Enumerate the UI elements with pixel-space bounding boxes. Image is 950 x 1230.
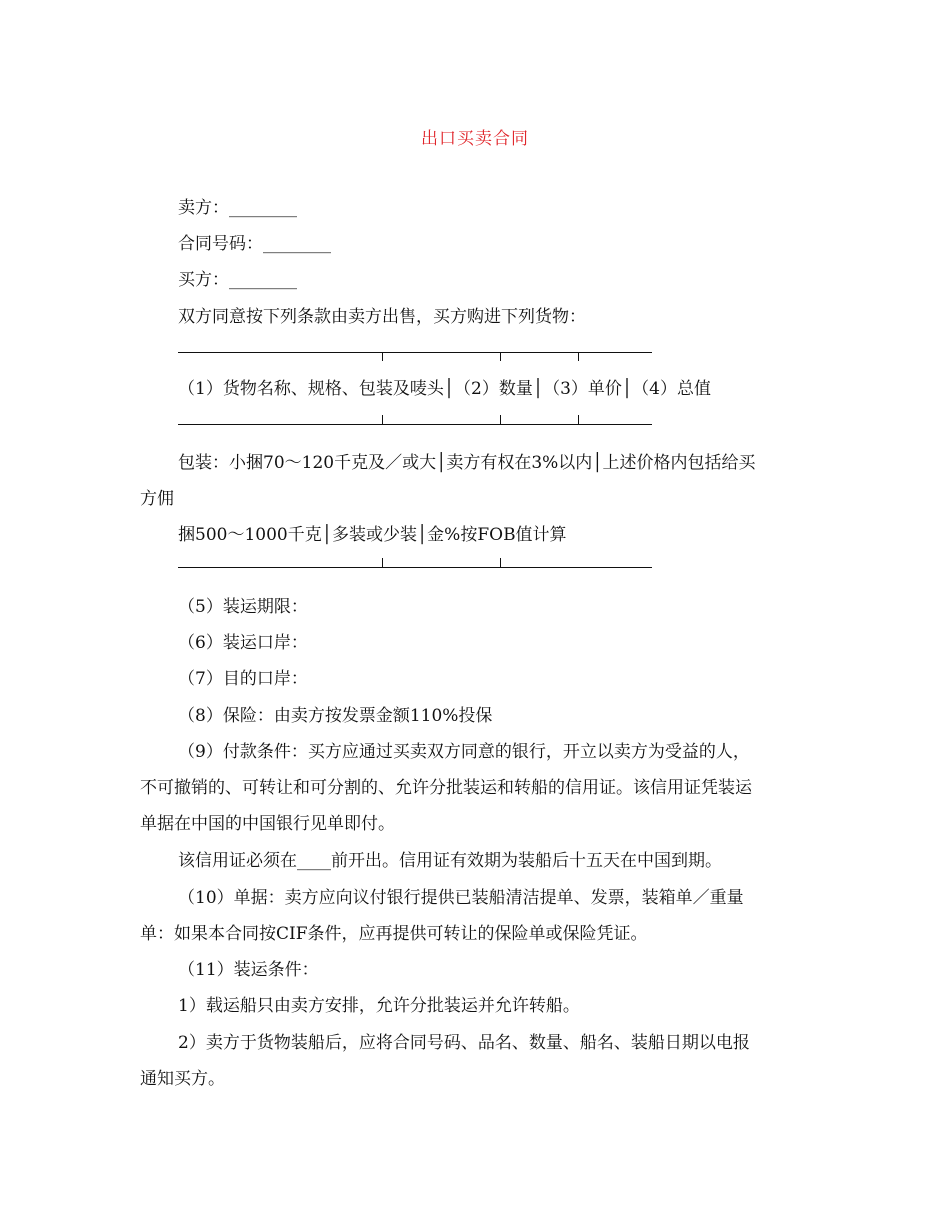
page-title: 出口买卖合同: [421, 129, 529, 149]
shipping-condition-1: 1）载运船只由卖方安排，允许分批装运并允许转船。: [178, 996, 580, 1016]
intro-line: 双方同意按下列条款由卖方出售，买方购进下列货物：: [178, 307, 586, 327]
clause-5: （5）装运期限：: [178, 597, 308, 617]
seller-line: 卖方：________: [178, 198, 297, 218]
letter-of-credit-line: 该信用证必须在____前开出。信用证有效期为装船后十五天在中国到期。: [178, 851, 722, 871]
table-rule-top: [178, 346, 652, 356]
clause-9-line-2: 不可撤销的、可转让和可分割的、允许分批装运和转船的信用证。该信用证凭装运: [140, 778, 752, 798]
clause-8: （8）保险：由卖方按发票金额110%投保: [178, 706, 493, 726]
packing-line-1: 包装：小捆70～120千克及／或大│卖方有权在3%以内│上述价格内包括给买: [178, 453, 756, 473]
clause-9-line-1: （9）付款条件：买方应通过买卖双方同意的银行，开立以卖方为受益的人，: [178, 742, 750, 762]
shipping-condition-2-line-2: 通知买方。: [140, 1069, 225, 1089]
packing-line-2: 捆500～1000千克│多装或少装│金%按FOB值计算: [178, 525, 567, 545]
buyer-line: 买方：________: [178, 270, 297, 290]
clause-6: （6）装运口岸：: [178, 633, 308, 653]
clause-11: （11）装运条件：: [178, 960, 319, 980]
packing-line-1-cont: 方佣: [140, 489, 174, 509]
table-rule-bottom: [178, 561, 652, 571]
shipping-condition-2-line-1: 2）卖方于货物装船后，应将合同号码、品名、数量、船名、装船日期以电报: [178, 1033, 750, 1053]
clause-9-line-3: 单据在中国的中国银行见单即付。: [140, 814, 395, 834]
contract-number-line: 合同号码：________: [178, 234, 331, 254]
clause-7: （7）目的口岸：: [178, 669, 308, 689]
table-header-row: （1）货物名称、规格、包装及唛头│（2）数量│（3）单价│（4）总值: [178, 379, 711, 399]
clause-10-line-2: 单：如果本合同按CIF条件，应再提供可转让的保险单或保险凭证。: [140, 924, 648, 944]
table-rule-middle: [178, 418, 652, 428]
clause-10-line-1: （10）单据：卖方应向议付银行提供已装船清洁提单、发票，装箱单／重量: [178, 888, 744, 908]
